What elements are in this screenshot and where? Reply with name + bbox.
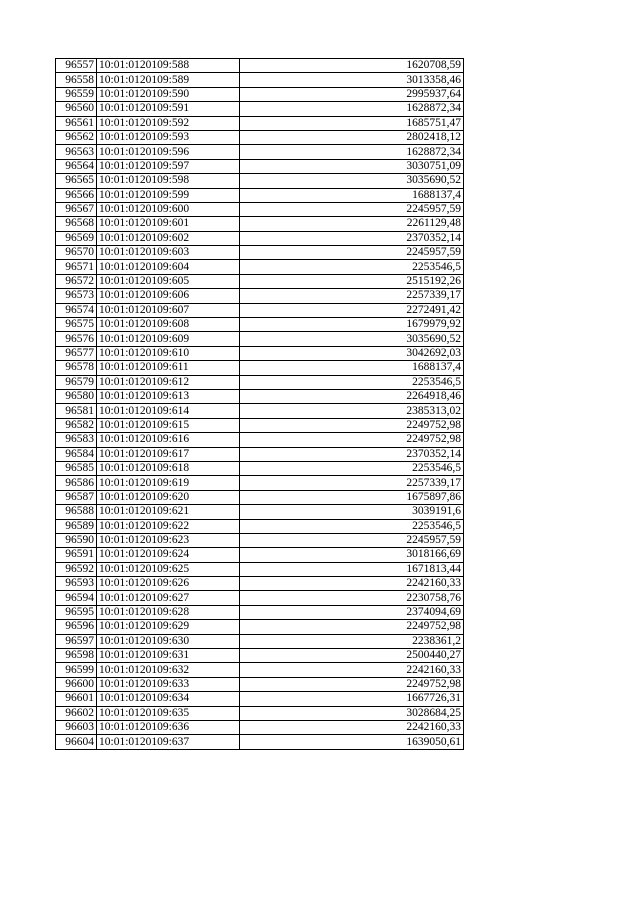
row-id-cell: 96580	[56, 389, 97, 403]
cadastral-number-cell: 10:01:0120109:621	[97, 505, 240, 519]
cadastral-number-cell: 10:01:0120109:592	[97, 116, 240, 130]
value-cell: 3039191,6	[240, 505, 464, 519]
value-cell: 2242160,33	[240, 720, 464, 734]
row-id-cell: 96561	[56, 116, 97, 130]
value-cell: 2242160,33	[240, 663, 464, 677]
value-cell: 2245957,59	[240, 202, 464, 216]
row-id-cell: 96560	[56, 102, 97, 116]
cadastral-number-cell: 10:01:0120109:627	[97, 591, 240, 605]
row-id-cell: 96602	[56, 706, 97, 720]
row-id-cell: 96573	[56, 289, 97, 303]
table-row	[56, 217, 464, 231]
table-row	[56, 692, 464, 706]
table-row	[56, 663, 464, 677]
value-cell: 3013358,46	[240, 73, 464, 87]
cadastral-number-cell: 10:01:0120109:624	[97, 548, 240, 562]
row-id-cell: 96562	[56, 130, 97, 144]
row-id-cell: 96587	[56, 490, 97, 504]
row-id-cell: 96599	[56, 663, 97, 677]
row-id-cell: 96595	[56, 605, 97, 619]
table-row	[56, 361, 464, 375]
value-cell: 2261129,48	[240, 217, 464, 231]
cadastral-number-cell: 10:01:0120109:591	[97, 102, 240, 116]
row-id-cell: 96577	[56, 346, 97, 360]
value-cell: 2370352,14	[240, 447, 464, 461]
cadastral-number-cell: 10:01:0120109:593	[97, 130, 240, 144]
cadastral-number-cell: 10:01:0120109:623	[97, 533, 240, 547]
cadastral-number-cell: 10:01:0120109:619	[97, 476, 240, 490]
table-row	[56, 577, 464, 591]
cadastral-number-cell: 10:01:0120109:598	[97, 174, 240, 188]
cadastral-number-cell: 10:01:0120109:616	[97, 433, 240, 447]
cadastral-number-cell: 10:01:0120109:588	[97, 59, 240, 73]
value-cell: 2249752,98	[240, 433, 464, 447]
cadastral-number-cell: 10:01:0120109:632	[97, 663, 240, 677]
row-id-cell: 96603	[56, 720, 97, 734]
value-cell: 2253546,5	[240, 375, 464, 389]
row-id-cell: 96567	[56, 202, 97, 216]
value-cell: 1679979,92	[240, 318, 464, 332]
cadastral-number-cell: 10:01:0120109:637	[97, 735, 240, 749]
row-id-cell: 96558	[56, 73, 97, 87]
table-row	[56, 159, 464, 173]
value-cell: 2238361,2	[240, 634, 464, 648]
value-cell: 2264918,46	[240, 389, 464, 403]
row-id-cell: 96559	[56, 87, 97, 101]
row-id-cell: 96598	[56, 649, 97, 663]
row-id-cell: 96584	[56, 447, 97, 461]
value-cell: 2257339,17	[240, 476, 464, 490]
row-id-cell: 96594	[56, 591, 97, 605]
value-cell: 2249752,98	[240, 677, 464, 691]
value-cell: 1671813,44	[240, 562, 464, 576]
table-row	[56, 533, 464, 547]
value-cell: 2802418,12	[240, 130, 464, 144]
row-id-cell: 96586	[56, 476, 97, 490]
cadastral-number-cell: 10:01:0120109:589	[97, 73, 240, 87]
table-row	[56, 605, 464, 619]
value-cell: 2500440,27	[240, 649, 464, 663]
cadastral-number-cell: 10:01:0120109:597	[97, 159, 240, 173]
table-row	[56, 145, 464, 159]
row-id-cell: 96576	[56, 332, 97, 346]
row-id-cell: 96591	[56, 548, 97, 562]
table-row	[56, 490, 464, 504]
cadastral-number-cell: 10:01:0120109:634	[97, 692, 240, 706]
table-row	[56, 418, 464, 432]
value-cell: 2253546,5	[240, 260, 464, 274]
table-row	[56, 318, 464, 332]
table-row	[56, 73, 464, 87]
cadastral-number-cell: 10:01:0120109:636	[97, 720, 240, 734]
row-id-cell: 96575	[56, 318, 97, 332]
row-id-cell: 96566	[56, 188, 97, 202]
row-id-cell: 96572	[56, 274, 97, 288]
cadastral-number-cell: 10:01:0120109:612	[97, 375, 240, 389]
cadastral-number-cell: 10:01:0120109:600	[97, 202, 240, 216]
table-row	[56, 447, 464, 461]
value-cell: 1628872,34	[240, 102, 464, 116]
cadastral-number-cell: 10:01:0120109:605	[97, 274, 240, 288]
row-id-cell: 96583	[56, 433, 97, 447]
table-row	[56, 274, 464, 288]
table-row	[56, 102, 464, 116]
table-row	[56, 346, 464, 360]
row-id-cell: 96564	[56, 159, 97, 173]
data-table	[55, 58, 464, 750]
value-cell: 1688137,4	[240, 188, 464, 202]
value-cell: 3028684,25	[240, 706, 464, 720]
table-row	[56, 706, 464, 720]
table-row	[56, 548, 464, 562]
value-cell: 1667726,31	[240, 692, 464, 706]
table-row	[56, 59, 464, 73]
row-id-cell: 96563	[56, 145, 97, 159]
value-cell: 1685751,47	[240, 116, 464, 130]
cadastral-number-cell: 10:01:0120109:617	[97, 447, 240, 461]
value-cell: 2385313,02	[240, 404, 464, 418]
value-cell: 2272491,42	[240, 303, 464, 317]
cadastral-number-cell: 10:01:0120109:613	[97, 389, 240, 403]
table-row	[56, 433, 464, 447]
table-row	[56, 260, 464, 274]
cadastral-number-cell: 10:01:0120109:611	[97, 361, 240, 375]
row-id-cell: 96568	[56, 217, 97, 231]
row-id-cell: 96574	[56, 303, 97, 317]
row-id-cell: 96600	[56, 677, 97, 691]
value-cell: 2253546,5	[240, 461, 464, 475]
value-cell: 2249752,98	[240, 620, 464, 634]
table-row	[56, 634, 464, 648]
table-row	[56, 289, 464, 303]
cadastral-number-cell: 10:01:0120109:631	[97, 649, 240, 663]
cadastral-number-cell: 10:01:0120109:615	[97, 418, 240, 432]
row-id-cell: 96585	[56, 461, 97, 475]
row-id-cell: 96597	[56, 634, 97, 648]
cadastral-number-cell: 10:01:0120109:602	[97, 231, 240, 245]
table-row	[56, 375, 464, 389]
table-row	[56, 188, 464, 202]
row-id-cell: 96589	[56, 519, 97, 533]
table-row	[56, 505, 464, 519]
table-row	[56, 130, 464, 144]
cadastral-number-cell: 10:01:0120109:618	[97, 461, 240, 475]
row-id-cell: 96596	[56, 620, 97, 634]
row-id-cell: 96579	[56, 375, 97, 389]
value-cell: 3018166,69	[240, 548, 464, 562]
table-row	[56, 620, 464, 634]
row-id-cell: 96582	[56, 418, 97, 432]
value-cell: 3035690,52	[240, 332, 464, 346]
table-row	[56, 231, 464, 245]
row-id-cell: 96593	[56, 577, 97, 591]
table-row	[56, 174, 464, 188]
value-cell: 3035690,52	[240, 174, 464, 188]
value-cell: 3042692,03	[240, 346, 464, 360]
value-cell: 2374094,69	[240, 605, 464, 619]
value-cell: 1628872,34	[240, 145, 464, 159]
value-cell: 2995937,64	[240, 87, 464, 101]
row-id-cell: 96565	[56, 174, 97, 188]
row-id-cell: 96581	[56, 404, 97, 418]
table-row	[56, 461, 464, 475]
value-cell: 2515192,26	[240, 274, 464, 288]
cadastral-number-cell: 10:01:0120109:629	[97, 620, 240, 634]
cadastral-number-cell: 10:01:0120109:635	[97, 706, 240, 720]
row-id-cell: 96571	[56, 260, 97, 274]
table-row	[56, 677, 464, 691]
cadastral-number-cell: 10:01:0120109:601	[97, 217, 240, 231]
cadastral-number-cell: 10:01:0120109:630	[97, 634, 240, 648]
cadastral-number-cell: 10:01:0120109:609	[97, 332, 240, 346]
table-row	[56, 303, 464, 317]
cadastral-number-cell: 10:01:0120109:622	[97, 519, 240, 533]
table-row	[56, 591, 464, 605]
table-row	[56, 389, 464, 403]
row-id-cell: 96601	[56, 692, 97, 706]
value-cell: 3030751,09	[240, 159, 464, 173]
cadastral-number-cell: 10:01:0120109:625	[97, 562, 240, 576]
table-row	[56, 116, 464, 130]
table-row	[56, 735, 464, 749]
row-id-cell: 96590	[56, 533, 97, 547]
row-id-cell: 96569	[56, 231, 97, 245]
cadastral-number-cell: 10:01:0120109:606	[97, 289, 240, 303]
row-id-cell: 96557	[56, 59, 97, 73]
table-row	[56, 246, 464, 260]
cadastral-number-cell: 10:01:0120109:596	[97, 145, 240, 159]
value-cell: 1620708,59	[240, 59, 464, 73]
value-cell: 2249752,98	[240, 418, 464, 432]
value-cell: 2253546,5	[240, 519, 464, 533]
value-cell: 2245957,59	[240, 533, 464, 547]
row-id-cell: 96604	[56, 735, 97, 749]
row-id-cell: 96578	[56, 361, 97, 375]
table-row	[56, 519, 464, 533]
table-row	[56, 332, 464, 346]
value-cell: 2245957,59	[240, 246, 464, 260]
table-row	[56, 202, 464, 216]
cadastral-number-cell: 10:01:0120109:614	[97, 404, 240, 418]
value-cell: 1639050,61	[240, 735, 464, 749]
value-cell: 2370352,14	[240, 231, 464, 245]
table-row	[56, 87, 464, 101]
value-cell: 1688137,4	[240, 361, 464, 375]
row-id-cell: 96570	[56, 246, 97, 260]
value-cell: 1675897,86	[240, 490, 464, 504]
cadastral-number-cell: 10:01:0120109:608	[97, 318, 240, 332]
cadastral-number-cell: 10:01:0120109:628	[97, 605, 240, 619]
document-page	[55, 58, 464, 750]
value-cell: 2230758,76	[240, 591, 464, 605]
cadastral-number-cell: 10:01:0120109:626	[97, 577, 240, 591]
row-id-cell: 96588	[56, 505, 97, 519]
table-row	[56, 562, 464, 576]
cadastral-number-cell: 10:01:0120109:590	[97, 87, 240, 101]
table-row	[56, 404, 464, 418]
cadastral-number-cell: 10:01:0120109:633	[97, 677, 240, 691]
table-body	[56, 59, 464, 750]
cadastral-number-cell: 10:01:0120109:599	[97, 188, 240, 202]
table-row	[56, 720, 464, 734]
value-cell: 2242160,33	[240, 577, 464, 591]
cadastral-number-cell: 10:01:0120109:604	[97, 260, 240, 274]
cadastral-number-cell: 10:01:0120109:603	[97, 246, 240, 260]
table-row	[56, 649, 464, 663]
cadastral-number-cell: 10:01:0120109:620	[97, 490, 240, 504]
cadastral-number-cell: 10:01:0120109:607	[97, 303, 240, 317]
table-row	[56, 476, 464, 490]
row-id-cell: 96592	[56, 562, 97, 576]
value-cell: 2257339,17	[240, 289, 464, 303]
cadastral-number-cell: 10:01:0120109:610	[97, 346, 240, 360]
